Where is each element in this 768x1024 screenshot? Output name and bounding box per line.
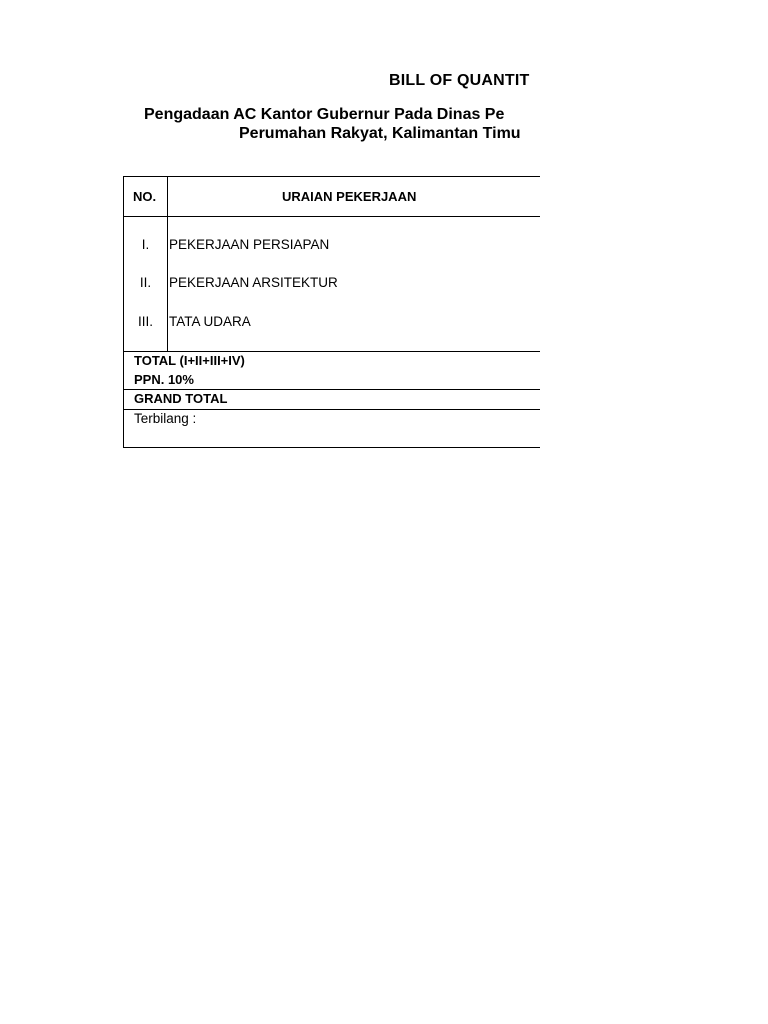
document-title: BILL OF QUANTIT (389, 72, 530, 89)
document-subtitle-line2: Perumahan Rakyat, Kalimantan Timu (239, 125, 521, 142)
ppn-divider (124, 389, 540, 390)
header-no: NO. (133, 189, 157, 204)
header-uraian: URAIAN PEKERJAAN (282, 189, 417, 204)
row-number: III. (137, 314, 153, 329)
no-column-divider (167, 177, 168, 351)
header-divider (124, 216, 540, 217)
ppn-label: PPN. 10% (134, 372, 194, 387)
row-number: I. (141, 237, 150, 252)
grand-total-label: GRAND TOTAL (134, 391, 228, 406)
row-number: II. (139, 275, 152, 290)
row-label: PEKERJAAN PERSIAPAN (169, 237, 330, 252)
terbilang-label: Terbilang : (134, 411, 197, 426)
total-label: TOTAL (I+II+III+IV) (134, 353, 245, 368)
row-label: PEKERJAAN ARSITEKTUR (169, 275, 338, 290)
boq-table (123, 176, 540, 448)
grand-total-divider (124, 409, 540, 410)
document-subtitle-line1: Pengadaan AC Kantor Gubernur Pada Dinas Pe (144, 106, 505, 123)
body-divider (124, 351, 540, 352)
row-label: TATA UDARA (169, 314, 251, 329)
